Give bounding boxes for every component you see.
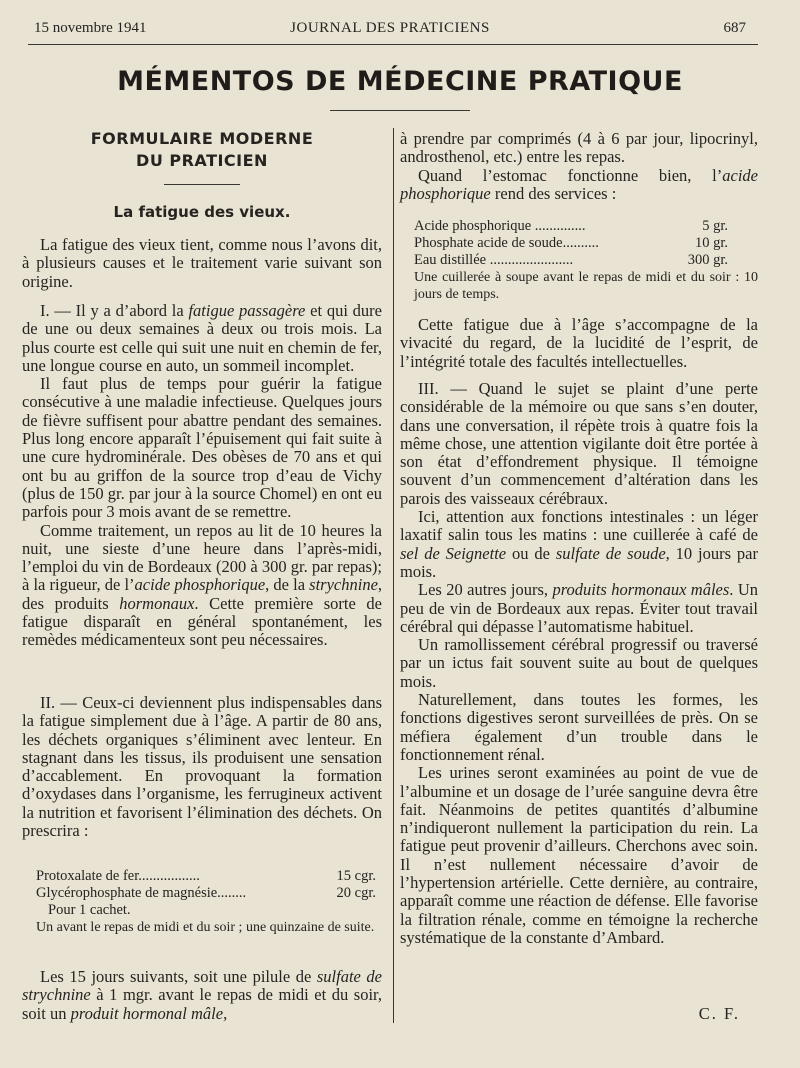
column-separator xyxy=(393,128,394,1023)
paragraph: Les 20 autres jours, produits hormonaux mâles. Un peu de vin de Bordeaux aux repas. Éviter tout travail cérébral qui dépasse l’automatisme habituel. xyxy=(400,580,758,636)
paragraph: II. — Ceux-ci deviennent plus indispensables dans la fatigue simplement due à l’âge. A partir de 80 ans, les déchets organiques s’éliminent avec lenteur. En stagnant dans les tissus, ils produisent une sensation d’accablement. En provoquant la formation d’oxydases dans l’organisme, les ferrugineux activent la nutrition et favorisent l’élimination des déchets. On prescrira : xyxy=(22,693,382,841)
prescription-instructions: Une cuillerée à soupe avant le repas de midi et du soir : 10 jours de temps. xyxy=(414,270,758,302)
paragraph: Un ramollissement cérébral progressif ou traversé par un ictus fait souvent suite au bout de quelques mois. xyxy=(400,635,758,691)
section-heading-line1: FORMULAIRE MODERNE xyxy=(90,129,314,148)
page-number: 687 xyxy=(723,20,746,36)
paragraph: à prendre par comprimés (4 à 6 par jour, lipocrinyl, androsthenol, etc.) entre les repas. xyxy=(400,129,758,167)
right-text-block-3 xyxy=(400,380,758,947)
paragraph: Ici, attention aux fonctions intestinales : un léger laxatif salin tous les matins : une cuillerée à café de sel de Seignette ou de sulfate de soude, 10 jours par mois. xyxy=(400,507,758,581)
paragraph: Les urines seront examinées au point de vue de l’albumine et un dosage de l’urée sanguine devra être fait. Néanmoins de petites quantités d’albumine n’indiqueront nullement la participation du rein. La fatigue peut provenir d’ailleurs. Cherchons avec soin. Il n’est nullement nécessaire d’avoir de l’hypertension artérielle. Cette dernière, au contraire, apparaît comme une réaction de défense. Elle favorise la filtration rénale, comme en témoigne la recherche systématique de la constante d’Ambard. xyxy=(400,763,758,947)
paragraph: La fatigue des vieux tient, comme nous l’avons dit, à plusieurs causes et le traitement varie suivant son origine. xyxy=(22,235,382,291)
page-title: MÉMENTOS DE MÉDECINE PRATIQUE xyxy=(117,66,683,97)
author-signature: C. F. xyxy=(698,1004,740,1023)
right-text-block-1 xyxy=(400,130,758,203)
title-rule xyxy=(330,110,470,111)
prescription-instructions: Un avant le repas de midi et du soir ; une quinzaine de suite. xyxy=(36,920,375,935)
paragraph: Les 15 jours suivants, soit une pilule de sulfate de strychnine à 1 mgr. avant le repas de midi et du soir, soit un produit hormonal mâle, xyxy=(22,967,382,1023)
prescription-row: Phosphate acide de soude.......... 10 gr. xyxy=(414,235,728,251)
section-rule xyxy=(164,184,240,185)
prescription-row: Glycérophosphate de magnésie........ 20 cgr. xyxy=(36,885,376,901)
paragraph: III. — Quand le sujet se plaint d’une perte considérable de la mémoire ou que sans s’en douter, dans une conversation, il répète trois à quatre fois la même chose, une attention vigilante doit être portée à son état d’effondrement physique. Il témoigne souvent d’un commencement d’altération dans les parois des vaisseaux cérébraux. xyxy=(400,379,758,508)
prescription-1 xyxy=(36,868,376,919)
left-text-block-4 xyxy=(22,968,382,1023)
prescription-row: Acide phosphorique .............. 5 gr. xyxy=(414,218,728,234)
header-rule xyxy=(28,44,758,45)
paragraph: Comme traitement, un repos au lit de 10 heures la nuit, une sieste d’une heure dans l’après-midi, l’emploi du vin de Bordeaux (200 à 300 gr. par repas); à la rigueur, de l’acide phosphorique, de la strychnine, des produits hormonaux. Cette première sorte de fatigue disparaît en général spontanément, les remèdes médicamenteux sont peu nécessaires. xyxy=(22,520,383,650)
left-text-block-3 xyxy=(22,694,382,840)
section-heading-line2: DU PRATICIEN xyxy=(136,151,268,170)
left-text-block-1 xyxy=(22,236,382,291)
section-heading xyxy=(22,128,382,172)
paragraph: I. — Il y a d’abord la fatigue passagère et qui dure de une ou deux semaines à deux ou trois mois. La plus courte est celle qui suit une nuit en chemin de fer, une longue course en auto, un sommeil incomplet. xyxy=(22,301,383,375)
issue-date: 15 novembre 1941 xyxy=(34,20,147,36)
running-header xyxy=(34,20,746,42)
prescription-row: Eau distillée ....................... 300 gr. xyxy=(414,252,728,268)
paragraph: Naturellement, dans toutes les formes, les fonctions digestives seront surveillées de près. On se méfiera également d’un trouble dans le fonctionnement rénal. xyxy=(400,690,758,764)
paragraph: Quand l’estomac fonctionne bien, l’acide phosphorique rend des services : xyxy=(400,165,758,203)
prescription-row: Protoxalate de fer................. 15 cgr. xyxy=(36,868,376,884)
left-text-block-2 xyxy=(22,302,382,650)
right-text-block-2 xyxy=(400,316,758,371)
article-subtitle: La fatigue des vieux. xyxy=(113,203,291,221)
paragraph: Cette fatigue due à l’âge s’accompagne de la vivacité du regard, de la lucidité de l’esprit, de l’intégrité totale des facultés intellectuelles. xyxy=(400,315,758,371)
paragraph: Il faut plus de temps pour guérir la fatigue consécutive à une maladie infectieuse. Quelques jours de fièvre suffisent pour abattre pendant des semaines. Plus long encore apparaît l’épuisement qui fait suite à une cure hydrominérale. Des obèses de 70 ans et qui ont bu au griffon de la source trop d’eau de Vichy (plus de 150 gr. par jour à la source Chomel) en ont eu parfois pour 3 mois avant de se remettre. xyxy=(22,374,382,522)
prescription-note: Pour 1 cachet. xyxy=(48,902,131,918)
prescription-2 xyxy=(414,218,728,269)
journal-name: JOURNAL DES PRATICIENS xyxy=(290,20,490,36)
